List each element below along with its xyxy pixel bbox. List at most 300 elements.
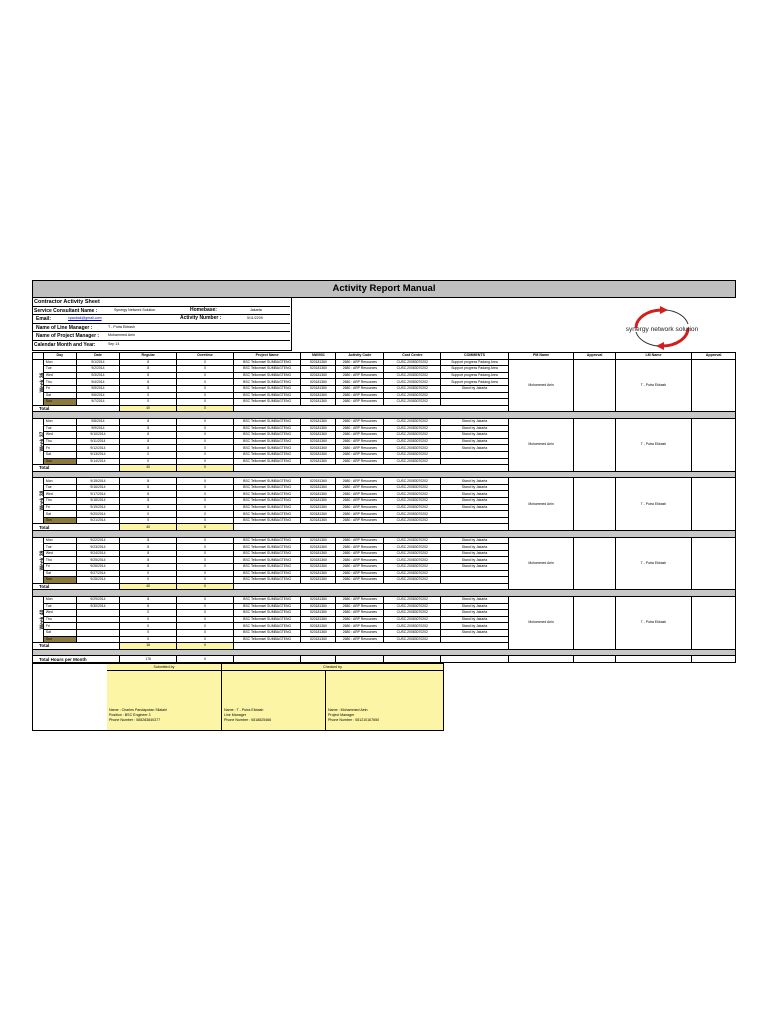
overtime-cell: 0	[177, 616, 234, 623]
week-total-regular: 40	[120, 583, 177, 590]
comment-cell	[441, 399, 509, 406]
cost-centre-cell: CUSC.20083070202	[384, 511, 441, 518]
lm-approval-cell[interactable]	[692, 418, 736, 471]
activity-number-value: 5/11/2209	[247, 316, 263, 320]
cost-centre-cell: CUSC.20083070202	[384, 610, 441, 617]
cost-centre-cell: CUSC.20083070202	[384, 445, 441, 452]
day-cell: Sat	[43, 511, 76, 518]
lm-name-cell: T - Putra Ekbash	[615, 478, 691, 531]
regular-hours-cell: 8	[120, 432, 177, 439]
lm-approval-cell[interactable]	[692, 359, 736, 412]
project-cell: BSC Telkomsel SUMBAGTENG	[233, 451, 301, 458]
overtime-cell: 0	[177, 557, 234, 564]
comment-cell: Stand by Jakarta	[441, 418, 509, 425]
comment-cell: Stand by Jakarta	[441, 445, 509, 452]
date-cell: 9/17/2014	[76, 491, 120, 498]
lm-name-cell: T - Putra Ekbash	[615, 537, 691, 590]
week-total-regular: 40	[120, 524, 177, 531]
regular-hours-cell: 8	[120, 372, 177, 379]
network-cell: 520181360	[301, 425, 336, 432]
activity-code-cell: 2680 : ARP Resources	[336, 557, 384, 564]
week-separator-cell	[33, 649, 736, 656]
week-separator	[33, 471, 736, 478]
comment-cell: Stand by Jakarta	[441, 623, 509, 630]
activity-code-cell: 2680 : ARP Resources	[336, 478, 384, 485]
comment-cell	[441, 451, 509, 458]
project-cell: BSC Telkomsel SUMBAGTENG	[233, 366, 301, 373]
overtime-cell: 0	[177, 418, 234, 425]
project-cell: BSC Telkomsel SUMBAGTENG	[233, 557, 301, 564]
comment-cell: Support progress Padang Area	[441, 372, 509, 379]
week-separator-cell	[33, 590, 736, 597]
network-cell: 520181360	[301, 478, 336, 485]
regular-hours-cell: 0	[120, 636, 177, 643]
project-cell: BSC Telkomsel SUMBAGTENG	[233, 432, 301, 439]
pm-approval-cell[interactable]	[574, 478, 615, 531]
project-cell: BSC Telkomsel SUMBAGTENG	[233, 616, 301, 623]
comment-cell	[441, 570, 509, 577]
calendar-value: Sep 14	[108, 341, 120, 346]
network-cell: 520181360	[301, 610, 336, 617]
sig2-position: Line Manager	[224, 712, 246, 717]
project-cell: BSC Telkomsel SUMBAGTENG	[233, 564, 301, 571]
week-label-text: Week 39	[39, 550, 46, 571]
activity-code-cell: 2680 : ARP Resources	[336, 629, 384, 636]
date-cell	[76, 610, 120, 617]
header-block	[32, 298, 736, 352]
overtime-cell: 0	[177, 359, 234, 366]
activity-code-cell: 2680 : ARP Resources	[336, 564, 384, 571]
email-value[interactable]: cpaobak@gmail.com	[68, 316, 102, 320]
comment-cell: Stand by Jakarta	[441, 596, 509, 603]
sig-box-2	[222, 671, 326, 730]
regular-hours-cell: 8	[120, 366, 177, 373]
project-cell: BSC Telkomsel SUMBAGTENG	[233, 570, 301, 577]
network-cell: 520181360	[301, 596, 336, 603]
day-cell: Mon	[43, 596, 76, 603]
network-cell: 520181360	[301, 550, 336, 557]
date-cell	[76, 623, 120, 630]
network-cell: 520181360	[301, 366, 336, 373]
sig-box-1	[107, 671, 222, 730]
comment-cell: Support progress Padang Area	[441, 359, 509, 366]
day-cell: Wed	[43, 372, 76, 379]
col-overtime: Overtime	[177, 353, 234, 360]
day-row	[33, 418, 736, 425]
week-label	[33, 418, 44, 464]
col-comments: COMMENTS	[441, 353, 509, 360]
date-cell: 9/21/2014	[76, 517, 120, 524]
month-total-label: Total Hours per Month	[33, 656, 120, 663]
overtime-cell: 0	[177, 366, 234, 373]
cost-centre-cell: CUSC.20083070202	[384, 432, 441, 439]
day-cell: Sat	[43, 392, 76, 399]
pm-approval-cell[interactable]	[574, 537, 615, 590]
week-total-label: Total	[33, 465, 120, 472]
date-cell: 9/9/2014	[76, 425, 120, 432]
regular-hours-cell: 0	[120, 511, 177, 518]
project-cell: BSC Telkomsel SUMBAGTENG	[233, 610, 301, 617]
consultant-label: Service Consultant Name :	[34, 307, 98, 314]
comment-cell: Support progress Padang Area	[441, 379, 509, 386]
project-cell: BSC Telkomsel SUMBAGTENG	[233, 623, 301, 630]
regular-hours-cell: 8	[120, 544, 177, 551]
sig2-phone: Phone Number : 0818825466	[224, 717, 272, 722]
activity-code-cell: 2680 : ARP Resources	[336, 511, 384, 518]
week-total-label: Total	[33, 643, 120, 650]
date-cell: 9/27/2014	[76, 570, 120, 577]
regular-hours-cell: 0	[120, 629, 177, 636]
cost-centre-cell: CUSC.20083070202	[384, 392, 441, 399]
overtime-cell: 0	[177, 570, 234, 577]
week-total-label: Total	[33, 405, 120, 412]
activity-code-cell: 2680 : ARP Resources	[336, 425, 384, 432]
signature-area	[32, 663, 444, 731]
col-project: Project Name	[233, 353, 301, 360]
network-cell: 520181360	[301, 577, 336, 584]
overtime-cell: 0	[177, 629, 234, 636]
comment-cell: Stand by Jakarta	[441, 438, 509, 445]
activity-code-cell: 2680 : ARP Resources	[336, 623, 384, 630]
project-cell: BSC Telkomsel SUMBAGTENG	[233, 491, 301, 498]
pm-name-cell: Mohammed Aein	[508, 596, 573, 649]
date-cell: 9/16/2014	[76, 484, 120, 491]
regular-hours-cell: 8	[120, 385, 177, 392]
comment-cell	[441, 517, 509, 524]
project-cell: BSC Telkomsel SUMBAGTENG	[233, 418, 301, 425]
network-cell: 520181360	[301, 359, 336, 366]
cost-centre-cell: CUSC.20083070202	[384, 636, 441, 643]
sig1-position: Position : BSC Engineer 3	[109, 712, 151, 717]
day-cell: Fri	[43, 445, 76, 452]
regular-hours-cell: 8	[120, 418, 177, 425]
line-manager-label: Name of Line Manager :	[36, 324, 93, 331]
regular-hours-cell: 0	[120, 610, 177, 617]
overtime-cell: 0	[177, 445, 234, 452]
overtime-cell: 0	[177, 596, 234, 603]
network-cell: 520181360	[301, 564, 336, 571]
pm-approval-cell[interactable]	[574, 596, 615, 649]
activity-code-cell: 2680 : ARP Resources	[336, 550, 384, 557]
lm-name-cell: T - Putra Ekbash	[615, 596, 691, 649]
regular-hours-cell: 8	[120, 438, 177, 445]
col-regular: Regular	[120, 353, 177, 360]
comment-cell	[441, 458, 509, 465]
date-cell: 9/2/2014	[76, 366, 120, 373]
activity-code-cell: 2680 : ARP Resources	[336, 484, 384, 491]
lm-approval-cell[interactable]	[692, 537, 736, 590]
project-cell: BSC Telkomsel SUMBAGTENG	[233, 372, 301, 379]
project-cell: BSC Telkomsel SUMBAGTENG	[233, 379, 301, 386]
activity-code-cell: 2680 : ARP Resources	[336, 359, 384, 366]
activity-table	[32, 352, 736, 663]
col-cost-centre: Cost Centre	[384, 353, 441, 360]
day-cell: Sun	[43, 458, 76, 465]
day-cell: Sat	[43, 629, 76, 636]
week-label-text: Week 40	[39, 609, 46, 630]
activity-code-cell: 2680 : ARP Resources	[336, 379, 384, 386]
month-total-blank	[441, 656, 509, 663]
cost-centre-cell: CUSC.20083070202	[384, 491, 441, 498]
regular-hours-cell: 8	[120, 425, 177, 432]
activity-code-cell: 2680 : ARP Resources	[336, 537, 384, 544]
date-cell: 9/26/2014	[76, 564, 120, 571]
overtime-cell: 0	[177, 623, 234, 630]
project-cell: BSC Telkomsel SUMBAGTENG	[233, 498, 301, 505]
activity-code-cell: 2680 : ARP Resources	[336, 372, 384, 379]
project-cell: BSC Telkomsel SUMBAGTENG	[233, 636, 301, 643]
cost-centre-cell: CUSC.20083070202	[384, 557, 441, 564]
network-cell: 520181360	[301, 603, 336, 610]
overtime-cell: 0	[177, 438, 234, 445]
overtime-cell: 0	[177, 564, 234, 571]
column-header-row	[33, 353, 736, 360]
week-total-regular: 16	[120, 643, 177, 650]
week-total-blank	[233, 524, 508, 531]
date-cell: 9/7/2014	[76, 399, 120, 406]
network-cell: 520181360	[301, 511, 336, 518]
network-cell: 520181360	[301, 385, 336, 392]
sig1-name: Name : Charles Pandapotan Silalahi	[109, 708, 167, 712]
week-total-overtime: 0	[177, 405, 234, 412]
submitted-by-band	[107, 664, 222, 671]
overtime-cell: 0	[177, 392, 234, 399]
regular-hours-cell: 8	[120, 504, 177, 511]
project-cell: BSC Telkomsel SUMBAGTENG	[233, 399, 301, 406]
cost-centre-cell: CUSC.20083070202	[384, 629, 441, 636]
regular-hours-cell: 8	[120, 478, 177, 485]
synergy-logo	[622, 306, 702, 350]
day-cell: Sun	[43, 636, 76, 643]
week-total-blank	[233, 643, 508, 650]
sig2-name: Name : T - Putra Ekbash	[224, 708, 264, 712]
day-cell: Mon	[43, 359, 76, 366]
date-cell: 9/24/2014	[76, 550, 120, 557]
day-cell: Mon	[43, 478, 76, 485]
regular-hours-cell: 0	[120, 623, 177, 630]
sig1-phone: Phone Number : 085283840377	[109, 717, 161, 722]
comment-cell: Stand by Jakarta	[441, 484, 509, 491]
pm-name-cell: Mohammed Aein	[508, 359, 573, 412]
cost-centre-cell: CUSC.20083070202	[384, 517, 441, 524]
date-cell: 9/10/2014	[76, 432, 120, 439]
month-total-blank	[692, 656, 736, 663]
comment-cell: Stand by Jakarta	[441, 564, 509, 571]
comment-cell: Stand by Jakarta	[441, 425, 509, 432]
regular-hours-cell: 8	[120, 537, 177, 544]
cost-centre-cell: CUSC.20083070202	[384, 550, 441, 557]
project-cell: BSC Telkomsel SUMBAGTENG	[233, 603, 301, 610]
overtime-cell: 0	[177, 610, 234, 617]
regular-hours-cell: 8	[120, 603, 177, 610]
network-cell: 520181360	[301, 372, 336, 379]
regular-hours-cell: 0	[120, 392, 177, 399]
cost-centre-cell: CUSC.20083070202	[384, 385, 441, 392]
activity-code-cell: 2680 : ARP Resources	[336, 504, 384, 511]
month-total-blank	[233, 656, 301, 663]
network-cell: 520181360	[301, 484, 336, 491]
week-label	[33, 478, 44, 524]
cost-centre-cell: CUSC.20083070202	[384, 544, 441, 551]
day-cell: Mon	[43, 537, 76, 544]
cost-centre-cell: CUSC.20083070202	[384, 359, 441, 366]
cost-centre-cell: CUSC.20083070202	[384, 537, 441, 544]
overtime-cell: 0	[177, 511, 234, 518]
regular-hours-cell: 0	[120, 458, 177, 465]
day-cell: Sun	[43, 517, 76, 524]
date-cell	[76, 636, 120, 643]
date-cell: 9/13/2014	[76, 451, 120, 458]
week-separator	[33, 649, 736, 656]
week-total-blank	[233, 583, 508, 590]
pm-approval-cell[interactable]	[574, 359, 615, 412]
col-day: Day	[43, 353, 76, 360]
network-cell: 520181360	[301, 432, 336, 439]
network-cell: 520181360	[301, 399, 336, 406]
day-cell: Wed	[43, 432, 76, 439]
week-total-label: Total	[33, 524, 120, 531]
regular-hours-cell: 0	[120, 399, 177, 406]
regular-hours-cell: 8	[120, 491, 177, 498]
overtime-cell: 0	[177, 491, 234, 498]
overtime-cell: 0	[177, 544, 234, 551]
week-total-overtime: 0	[177, 465, 234, 472]
network-cell: 520181360	[301, 537, 336, 544]
project-cell: BSC Telkomsel SUMBAGTENG	[233, 629, 301, 636]
comment-cell: Stand by Jakarta	[441, 491, 509, 498]
lm-approval-cell[interactable]	[692, 596, 736, 649]
day-cell: Sun	[43, 399, 76, 406]
overtime-cell: 0	[177, 372, 234, 379]
day-row	[33, 596, 736, 603]
comment-cell: Stand by Jakarta	[441, 603, 509, 610]
network-cell: 520181360	[301, 445, 336, 452]
network-cell: 520181360	[301, 544, 336, 551]
comment-cell: Stand by Jakarta	[441, 478, 509, 485]
date-cell: 9/6/2014	[76, 392, 120, 399]
regular-hours-cell: 0	[120, 577, 177, 584]
regular-hours-cell: 8	[120, 596, 177, 603]
comment-cell: Stand by Jakarta	[441, 432, 509, 439]
project-cell: BSC Telkomsel SUMBAGTENG	[233, 504, 301, 511]
day-cell: Fri	[43, 623, 76, 630]
project-cell: BSC Telkomsel SUMBAGTENG	[233, 445, 301, 452]
week-separator-cell	[33, 412, 736, 419]
week-total-overtime: 0	[177, 524, 234, 531]
email-label: Email:	[36, 316, 52, 322]
lm-name-cell: T - Putra Ekbash	[615, 418, 691, 471]
checked-by-band	[222, 664, 443, 671]
overtime-cell: 0	[177, 451, 234, 458]
network-cell: 520181360	[301, 418, 336, 425]
pm-approval-cell[interactable]	[574, 418, 615, 471]
cost-centre-cell: CUSC.20083070202	[384, 577, 441, 584]
overtime-cell: 0	[177, 550, 234, 557]
project-manager-value: Mohammed Aein	[108, 333, 135, 337]
week-separator-cell	[33, 531, 736, 538]
day-cell: Thu	[43, 557, 76, 564]
overtime-cell: 0	[177, 385, 234, 392]
consultant-value: Synergy Network Solution	[114, 307, 156, 312]
cost-centre-cell: CUSC.20083070202	[384, 623, 441, 630]
day-cell: Fri	[43, 504, 76, 511]
cost-centre-cell: CUSC.20083070202	[384, 425, 441, 432]
sig3-name: Name : Mohammed Aein	[328, 708, 368, 712]
network-cell: 520181360	[301, 623, 336, 630]
date-cell: 9/14/2014	[76, 458, 120, 465]
comment-cell: Stand by Jakarta	[441, 498, 509, 505]
day-cell: Sat	[43, 570, 76, 577]
activity-code-cell: 2680 : ARP Resources	[336, 596, 384, 603]
comment-cell: Stand by Jakarta	[441, 629, 509, 636]
project-cell: BSC Telkomsel SUMBAGTENG	[233, 438, 301, 445]
project-cell: BSC Telkomsel SUMBAGTENG	[233, 458, 301, 465]
month-total-blank	[384, 656, 441, 663]
network-cell: 520181360	[301, 636, 336, 643]
project-cell: BSC Telkomsel SUMBAGTENG	[233, 359, 301, 366]
pm-name-cell: Mohammed Aein	[508, 537, 573, 590]
comment-cell	[441, 636, 509, 643]
date-cell: 9/8/2014	[76, 418, 120, 425]
network-cell: 520181360	[301, 504, 336, 511]
week-label-text: Week 37	[39, 431, 46, 452]
activity-code-cell: 2680 : ARP Resources	[336, 491, 384, 498]
week-label	[33, 359, 44, 405]
date-cell: 9/18/2014	[76, 498, 120, 505]
week-separator	[33, 590, 736, 597]
activity-code-cell: 2680 : ARP Resources	[336, 385, 384, 392]
col-nw: NW/001	[301, 353, 336, 360]
cost-centre-cell: CUSC.20083070202	[384, 379, 441, 386]
sheet-title: Contractor Activity Sheet	[34, 299, 100, 305]
regular-hours-cell: 8	[120, 557, 177, 564]
overtime-cell: 0	[177, 425, 234, 432]
activity-code-cell: 2680 : ARP Resources	[336, 636, 384, 643]
activity-code-cell: 2680 : ARP Resources	[336, 366, 384, 373]
overtime-cell: 0	[177, 478, 234, 485]
regular-hours-cell: 8	[120, 564, 177, 571]
comment-cell: Stand by Jakarta	[441, 616, 509, 623]
regular-hours-cell: 8	[120, 484, 177, 491]
week-label-text: Week 36	[39, 372, 46, 393]
overtime-cell: 0	[177, 504, 234, 511]
comment-cell: Stand by Jakarta	[441, 610, 509, 617]
network-cell: 520181360	[301, 438, 336, 445]
day-cell: Tue	[43, 425, 76, 432]
cost-centre-cell: CUSC.20083070202	[384, 372, 441, 379]
sig-box-3	[326, 671, 443, 730]
month-total-overtime: 0	[177, 656, 234, 663]
lm-approval-cell[interactable]	[692, 478, 736, 531]
date-cell: 9/29/2014	[76, 596, 120, 603]
regular-hours-cell: 0	[120, 451, 177, 458]
date-cell: 9/5/2014	[76, 385, 120, 392]
activity-code-cell: 2680 : ARP Resources	[336, 392, 384, 399]
overtime-cell: 0	[177, 399, 234, 406]
cost-centre-cell: CUSC.20083070202	[384, 438, 441, 445]
cost-centre-cell: CUSC.20083070202	[384, 399, 441, 406]
date-cell: 9/3/2014	[76, 372, 120, 379]
comment-cell	[441, 577, 509, 584]
regular-hours-cell: 8	[120, 550, 177, 557]
week-total-overtime: 0	[177, 643, 234, 650]
cost-centre-cell: CUSC.20083070202	[384, 458, 441, 465]
date-cell: 9/1/2014	[76, 359, 120, 366]
overtime-cell: 0	[177, 498, 234, 505]
project-cell: BSC Telkomsel SUMBAGTENG	[233, 537, 301, 544]
day-cell: Tue	[43, 366, 76, 373]
report-title: Activity Report Manual	[32, 280, 736, 298]
